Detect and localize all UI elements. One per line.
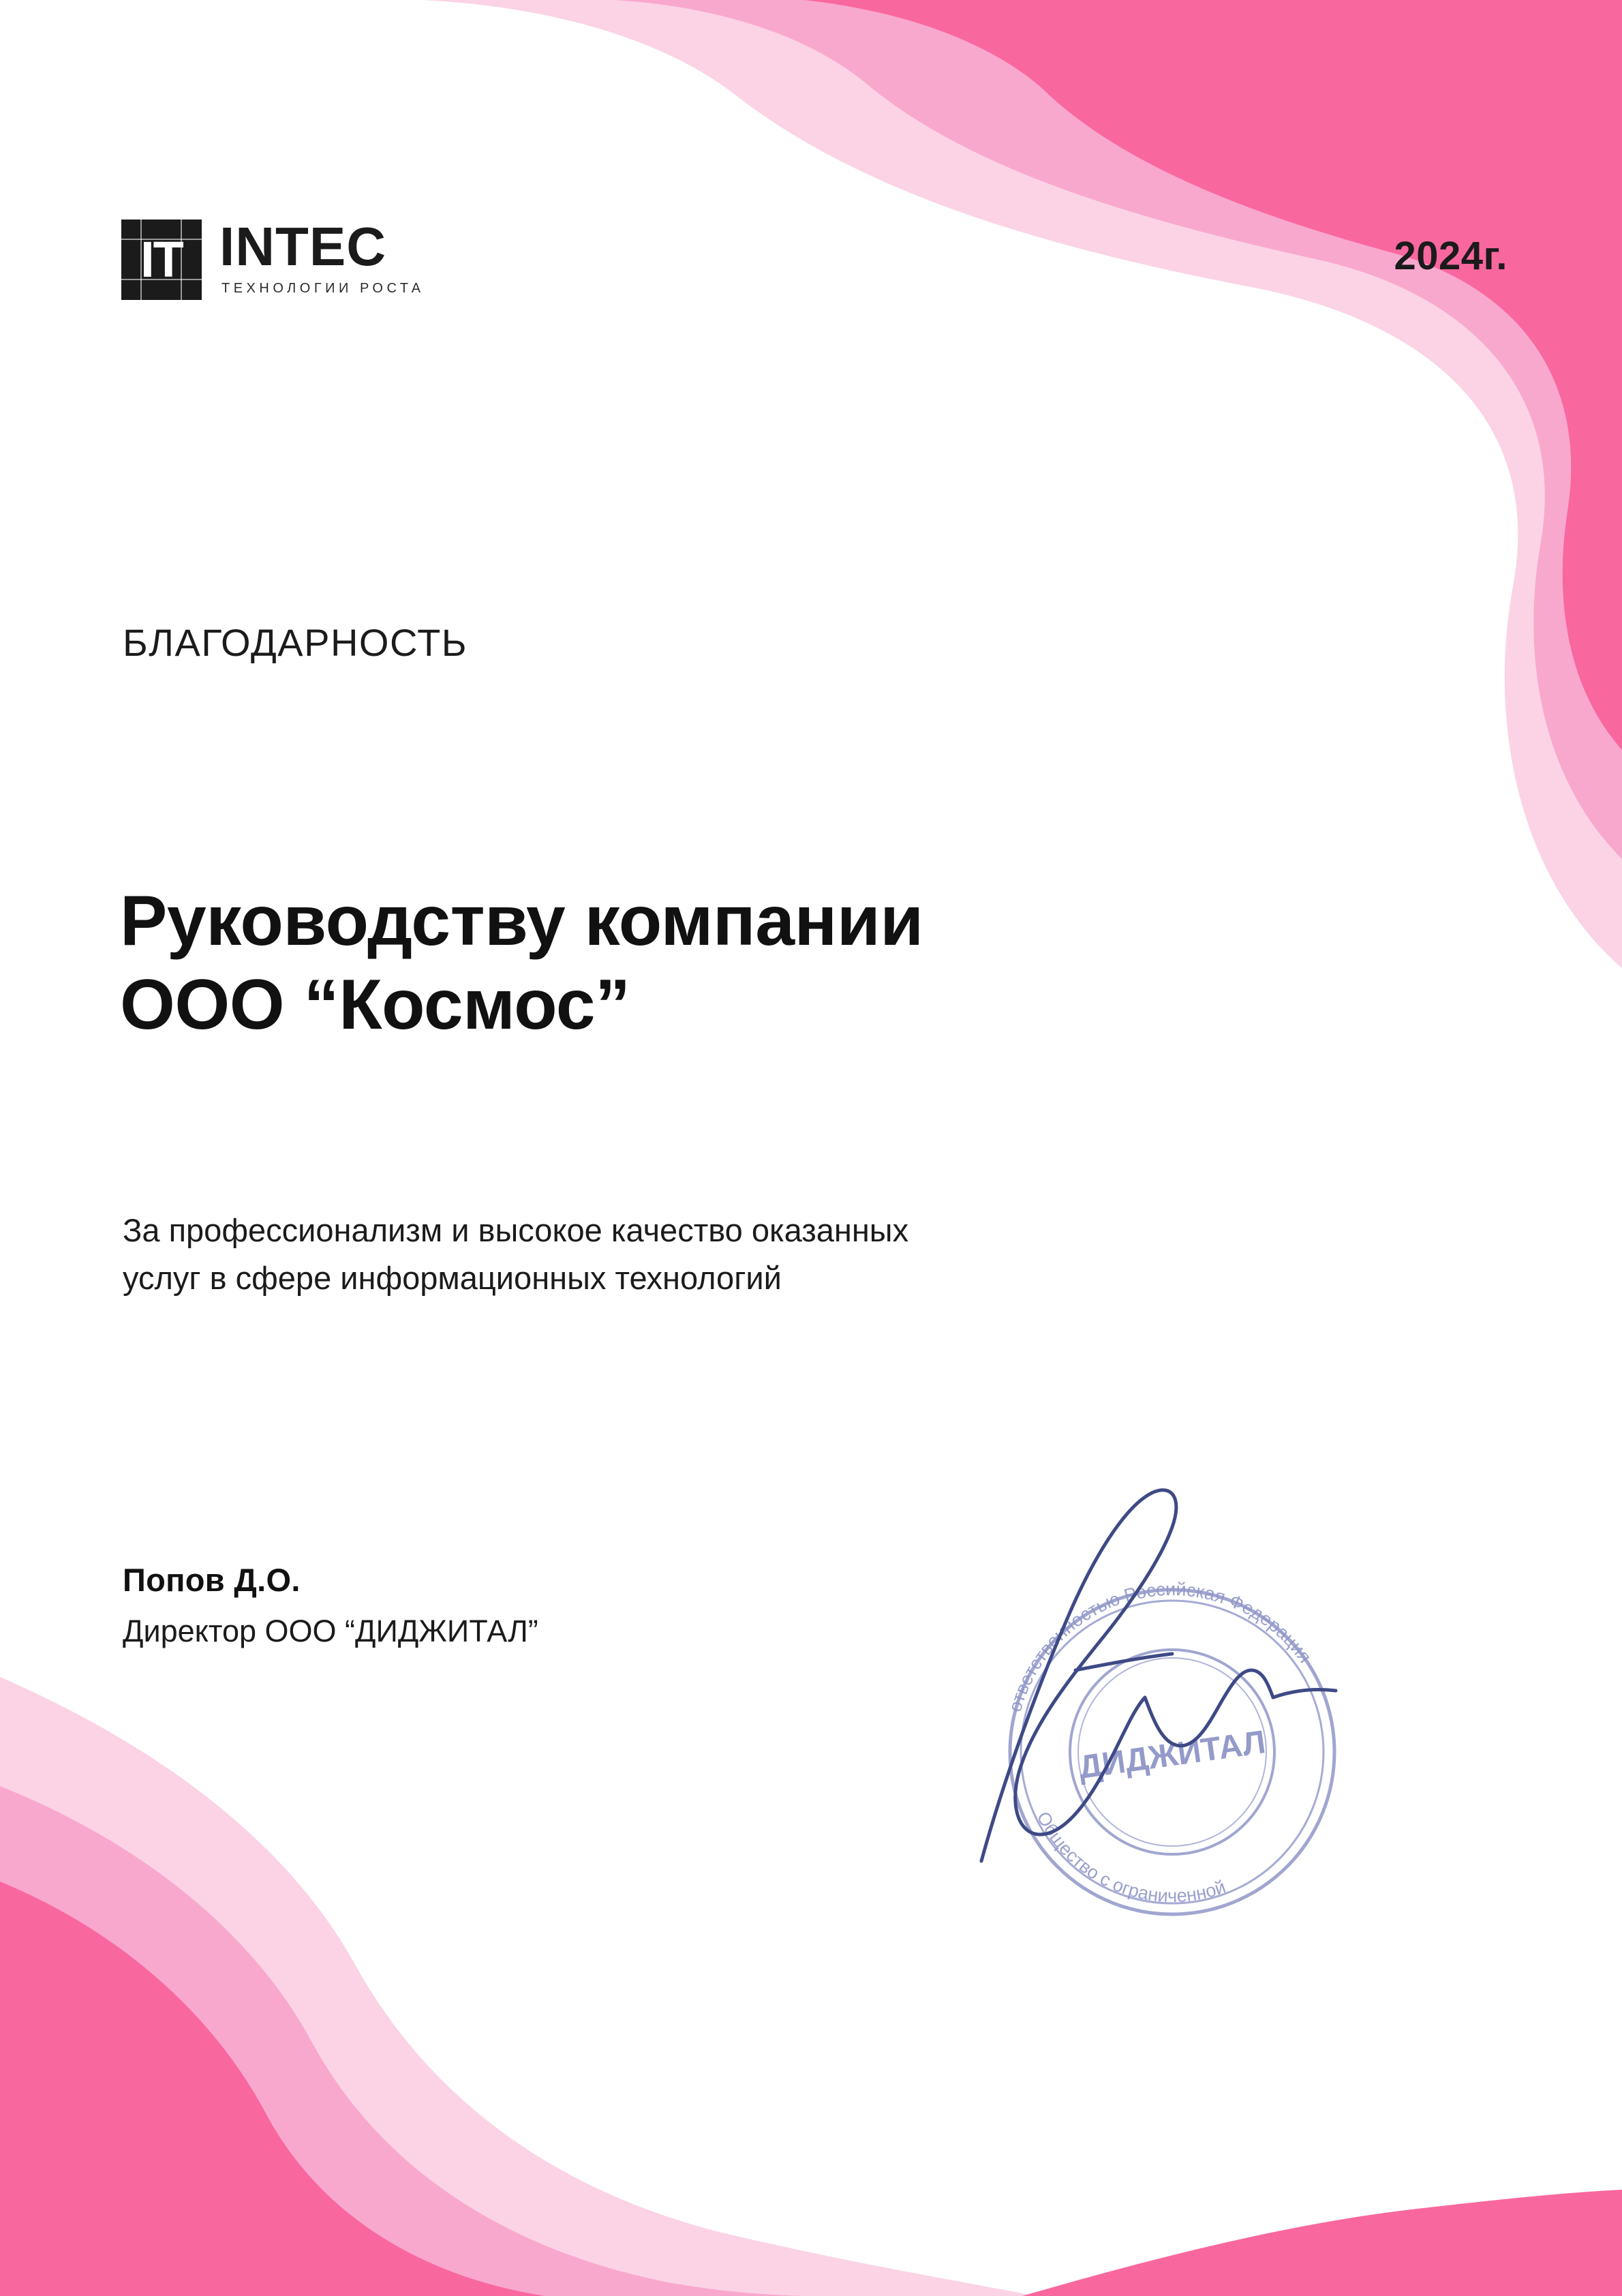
stamp-svg xyxy=(900,1466,1445,1997)
stamp-outer-text-bottom: Общество с ограниченной xyxy=(1032,1808,1229,1907)
signature-block xyxy=(123,1561,538,1649)
document-kicker: БЛАГОДАРНОСТЬ xyxy=(123,621,468,664)
logo-name: INTEC xyxy=(219,215,386,277)
logo-mark-letter: IT xyxy=(140,231,183,288)
subtext-line-2: услуг в сфере информационных технологий xyxy=(123,1259,782,1296)
logo-tagline: ТЕХНОЛОГИИ РОСТА xyxy=(221,280,425,296)
document-subtext xyxy=(123,1207,1315,1301)
signer-name: Попов Д.О. xyxy=(123,1562,301,1598)
page-title xyxy=(120,879,1415,1046)
intec-logo xyxy=(121,215,425,300)
wave-bottom-right xyxy=(1022,2190,1622,2296)
stamp-outer-text-top: ответственностью Российская Федерация xyxy=(1005,1579,1316,1715)
stamp-and-signature xyxy=(900,1466,1445,1997)
headline-line-1: Руководству компании xyxy=(120,881,923,961)
svg-text:ДИДЖИТАЛ: ДИДЖИТАЛ xyxy=(1076,1724,1268,1786)
subtext-line-1: За профессионализм и высокое качество оказанных xyxy=(123,1212,909,1248)
logo-text-block xyxy=(219,215,425,299)
signer-title: Директор ООО “ДИДЖИТАЛ” xyxy=(123,1614,538,1648)
logo-mark-icon xyxy=(121,220,202,300)
headline-line-2: ООО “Космос” xyxy=(120,965,630,1044)
stamp-center-text xyxy=(1077,1724,1268,1786)
year-label: 2024г. xyxy=(1394,234,1508,278)
